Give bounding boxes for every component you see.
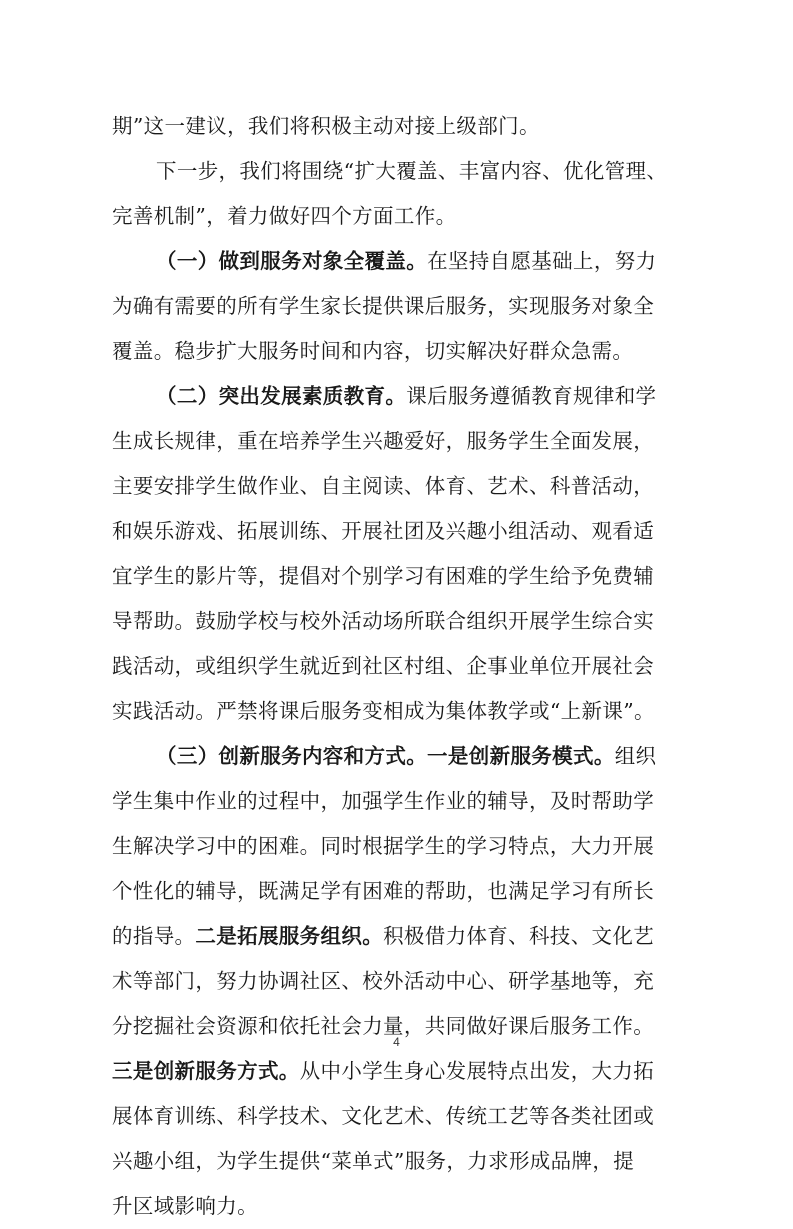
body-text: 组织: [614, 744, 657, 768]
text-line: [112, 1094, 687, 1139]
text-line: [112, 239, 687, 284]
text-line: [112, 599, 687, 644]
body-text: 分挖掘社会资源和依托社会力量，共同做好课后服务工作。: [112, 1014, 655, 1038]
body-text: 升区域影响力。: [112, 1194, 258, 1218]
bold-heading-text: （一）做到服务对象全覆盖。: [156, 249, 428, 273]
body-text: 导帮助。鼓励学校与校外活动场所联合组织开展学生综合实: [112, 609, 655, 633]
body-text: 覆盖。稳步扩大服务时间和内容，切实解决好群众急需。: [112, 339, 634, 363]
bold-heading-text: （二）突出发展素质教育。: [156, 384, 407, 408]
text-line: [112, 104, 687, 149]
body-text: 实践活动。严禁将课后服务变相成为集体教学或“上新课”。: [112, 699, 655, 723]
text-line: [112, 824, 687, 869]
text-line: [112, 734, 687, 779]
body-text: 和娱乐游戏、拓展训练、开展社团及兴趣小组活动、观看适: [112, 519, 655, 543]
text-line: [112, 1184, 687, 1229]
body-text: 的指导。: [112, 924, 196, 948]
page-number: 4: [393, 1035, 400, 1049]
text-line: [112, 554, 687, 599]
bold-heading-text: 三是创新服务方式。: [112, 1059, 300, 1083]
body-text: 主要安排学生做作业、自主阅读、体育、艺术、科普活动，: [112, 474, 655, 498]
bold-heading-text: 二是拓展服务组织。: [195, 924, 384, 948]
body-text: 在坚持自愿基础上，努力: [427, 249, 657, 273]
body-text: 兴趣小组，为学生提供“菜单式”服务，力求形成品牌，提: [112, 1149, 635, 1173]
text-line: [112, 1049, 687, 1094]
text-line: [112, 374, 687, 419]
text-line: [112, 284, 687, 329]
text-line: [112, 644, 687, 689]
text-line: [112, 779, 687, 824]
text-line: [112, 1139, 687, 1184]
text-line: [112, 869, 687, 914]
text-line: [112, 149, 687, 194]
bold-heading-text: （三）创新服务内容和方式。一是创新服务模式。: [156, 744, 615, 768]
text-line: [112, 914, 687, 959]
body-text: 下一步，我们将围绕“扩大覆盖、丰富内容、优化管理、: [156, 159, 668, 183]
text-line: [112, 419, 687, 464]
body-text: 积极借力体育、科技、文化艺: [383, 924, 655, 948]
text-line: [112, 194, 687, 239]
text-line: [112, 509, 687, 554]
body-text: 完善机制”，着力做好四个方面工作。: [112, 204, 457, 228]
body-text: 个性化的辅导，既满足学有困难的帮助，也满足学习有所长: [112, 879, 655, 903]
body-text: 为确有需要的所有学生家长提供课后服务，实现服务对象全: [112, 294, 655, 318]
body-text: 生成长规律，重在培养学生兴趣爱好，服务学生全面发展，: [112, 429, 655, 453]
body-text: 课后服务遵循教育规律和学: [406, 384, 657, 408]
body-text: 从中小学生身心发展特点出发，大力拓: [299, 1059, 655, 1083]
body-text: 践活动，或组织学生就近到社区村组、企事业单位开展社会: [112, 654, 655, 678]
text-line: [112, 464, 687, 509]
text-line: [112, 959, 687, 1004]
document-body: [112, 104, 687, 1229]
text-line: [112, 689, 687, 734]
body-text: 学生集中作业的过程中，加强学生作业的辅导，及时帮助学: [112, 789, 655, 813]
body-text: 宜学生的影片等，提倡对个别学习有困难的学生给予免费辅: [112, 564, 655, 588]
body-text: 生解决学习中的困难。同时根据学生的学习特点，大力开展: [112, 834, 655, 858]
body-text: 展体育训练、科学技术、文化艺术、传统工艺等各类社团或: [112, 1104, 655, 1128]
body-text: 期”这一建议，我们将积极主动对接上级部门。: [112, 114, 540, 138]
body-text: 术等部门，努力协调社区、校外活动中心、研学基地等，充: [112, 969, 655, 993]
text-line: [112, 329, 687, 374]
